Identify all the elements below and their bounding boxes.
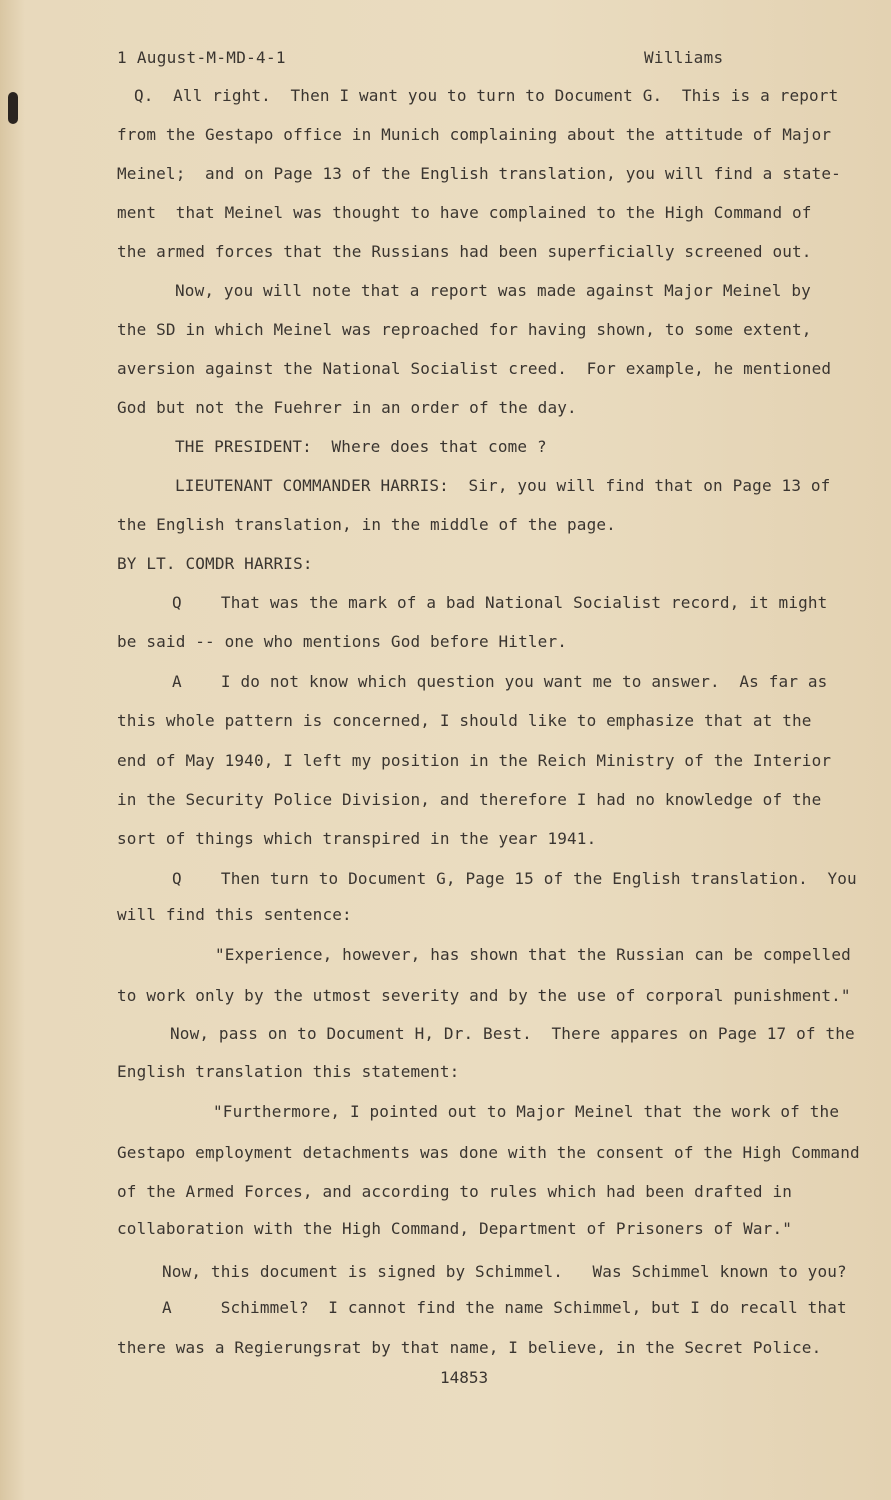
text-line: A I do not know which question you want me to answer. As far as xyxy=(172,672,828,691)
text-line: ment that Meinel was thought to have complained to the High Command of xyxy=(117,203,812,222)
text-line: THE PRESIDENT: Where does that come ? xyxy=(175,437,547,456)
text-line: aversion against the National Socialist creed. For example, he mentioned xyxy=(117,359,832,378)
header-reference: 1 August-M-MD-4-1 xyxy=(117,48,286,67)
text-line: Now, pass on to Document H, Dr. Best. There appares on Page 17 of the xyxy=(170,1024,855,1043)
text-line: A Schimmel? I cannot find the name Schimmel, but I do recall that xyxy=(162,1298,847,1317)
text-line: the SD in which Meinel was reproached for having shown, to some extent, xyxy=(117,320,812,339)
text-line: BY LT. COMDR HARRIS: xyxy=(117,554,313,573)
text-line: end of May 1940, I left my position in the Reich Ministry of the Interior xyxy=(117,751,832,770)
text-line: from the Gestapo office in Munich complaining about the attitude of Major xyxy=(117,125,832,144)
text-line: Gestapo employment detachments was done with the consent of the High Command xyxy=(117,1143,860,1162)
text-line: Meinel; and on Page 13 of the English translation, you will find a state- xyxy=(117,164,841,183)
text-line: Q. All right. Then I want you to turn to Document G. This is a report xyxy=(134,86,839,105)
text-line: Now, you will note that a report was made against Major Meinel by xyxy=(175,281,811,300)
text-line: God but not the Fuehrer in an order of the day. xyxy=(117,398,577,417)
text-line: Now, this document is signed by Schimmel. Was Schimmel known to you? xyxy=(162,1262,847,1281)
text-line: English translation this statement: xyxy=(117,1062,460,1081)
text-line: the armed forces that the Russians had been superficially screened out. xyxy=(117,242,812,261)
text-line: LIEUTENANT COMMANDER HARRIS: Sir, you will find that on Page 13 of xyxy=(175,476,831,495)
text-line: the English translation, in the middle of the page. xyxy=(117,515,616,534)
text-line: in the Security Police Division, and therefore I had no knowledge of the xyxy=(117,790,822,809)
text-line: "Furthermore, I pointed out to Major Meinel that the work of the xyxy=(213,1102,840,1121)
text-line: "Experience, however, has shown that the Russian can be compelled xyxy=(215,945,851,964)
text-line: Q That was the mark of a bad National Socialist record, it might xyxy=(172,593,828,612)
text-line: sort of things which transpired in the year 1941. xyxy=(117,829,597,848)
header-speaker: Williams xyxy=(644,48,724,67)
page-number: 14853 xyxy=(440,1368,489,1387)
text-line: of the Armed Forces, and according to rules which had been drafted in xyxy=(117,1182,793,1201)
text-line: will find this sentence: xyxy=(117,905,352,924)
text-line: be said -- one who mentions God before Hitler. xyxy=(117,632,568,651)
binder-hole xyxy=(8,92,18,124)
text-line: this whole pattern is concerned, I should like to emphasize that at the xyxy=(117,711,812,730)
text-line: to work only by the utmost severity and by the use of corporal punishment." xyxy=(117,986,851,1005)
text-line: there was a Regierungsrat by that name, I believe, in the Secret Police. xyxy=(117,1338,822,1357)
text-line: Q Then turn to Document G, Page 15 of the English translation. You xyxy=(172,869,857,888)
text-line: collaboration with the High Command, Department of Prisoners of War." xyxy=(117,1219,793,1238)
